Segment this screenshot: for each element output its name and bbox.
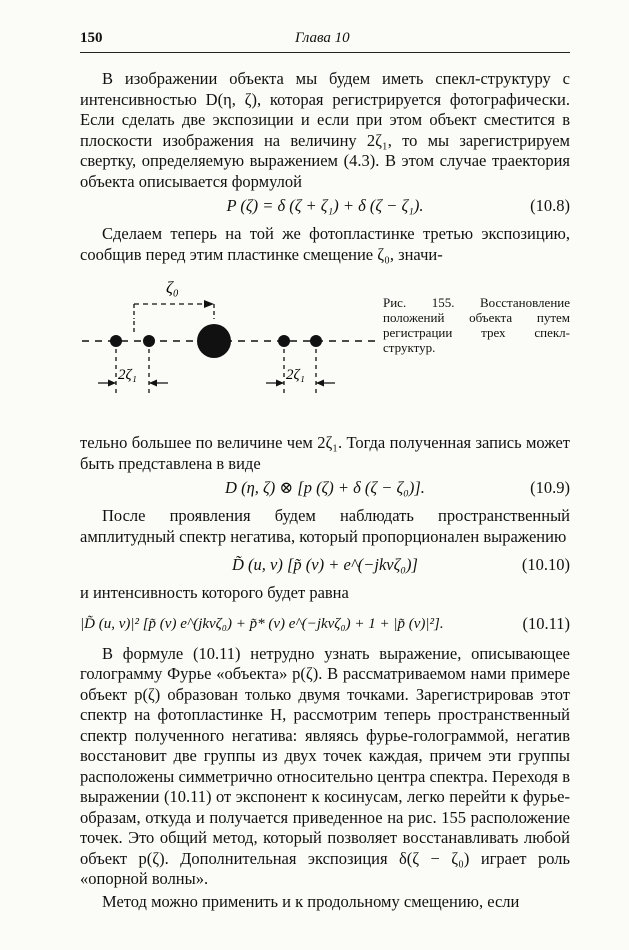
paragraph-4: После проявления будем наблюдать пространственный амплитудный спектр негатива, который пропорционален выражению (80, 506, 570, 546)
formula-10-8-number: (10.8) (530, 196, 570, 215)
paragraph-1: В изображении объекта мы будем иметь спекл-структуру с интенсивностью D(η, ζ), которая регистрируется фотографически. Если сделать две экспозиции и если при этом объект сместится в плоскости изображения на величину 2ζ₁, то мы зарегистрируем свертку, определяемую выражением (4.3). В этом случае траектория объекта описывается формулой (80, 69, 570, 191)
formula-10-9-number: (10.9) (530, 478, 570, 497)
right-arrow-head-1 (276, 380, 284, 387)
speckle-diagram (80, 269, 380, 429)
formula-10-8 (80, 194, 570, 218)
chapter-title: Глава 10 (295, 30, 350, 46)
paragraph-2: Сделаем теперь на той же фотопластинке третью экспозицию, сообщив перед этим пластинке смещение ζ₀, значи- (80, 224, 570, 264)
right-2zeta1-label: 2ζ₁ (286, 367, 305, 383)
dot-center-large (197, 324, 231, 358)
left-arrow-head-1 (108, 380, 116, 387)
figure-155 (80, 269, 570, 429)
dot-right-2 (310, 335, 322, 347)
paragraph-5: и интенсивность которого будет равна (80, 583, 349, 602)
page-header (80, 28, 570, 53)
zeta0-label: ζ₀ (166, 278, 179, 297)
formula-10-11-expr: |D̃ (u, v)|² [p̃ (v) e^(jkvζ₀) + p̃* (v) e^(−jkvζ₀) + 1 + |p̃ (v)|²]. (80, 615, 444, 632)
page-number: 150 (80, 30, 103, 46)
formula-10-11-number: (10.11) (522, 613, 570, 633)
formula-10-8-expr: P (ζ) = δ (ζ + ζ₁) + δ (ζ − ζ₁). (226, 196, 424, 215)
paragraph-3: тельно большее по величине чем 2ζ₁. Тогда полученная запись может быть представлена в виде (80, 433, 570, 473)
paragraph-7: Метод можно применить и к продольному смещению, если (102, 891, 520, 911)
dot-left-2 (143, 335, 155, 347)
paragraph-6: В формуле (10.11) нетрудно узнать выражение, описывающее голограмму Фурье «объекта» p(ζ). В рассматриваемом нами примере объект p(ζ) образован только двумя точками. Зарегистрировав этот спектр на фотопластинке H, рассмотрим теперь пространственный спектр полученного негатива: являясь фурье-голограммой, негатив восстановит две группы из двух точек каждая, причем эти группы расположены симметрично относительно центра спектра. Переходя в выражении (10.11) от экспонент к косинусам, легко перейти к фурье-образам, откуда и получается приведенное на рис. 155 расположение точек. Это общий метод, который позволяет восстанавливать любой объект p(ζ). Дополнительная экспозиция δ(ζ − ζ₀) играет роль «опорной волны». (80, 643, 570, 888)
formula-10-10-expr: D̃ (u, v) [p̃ (v) + e^(−jkvζ₀)] (232, 555, 418, 574)
left-arrow-head-2 (149, 380, 157, 387)
formula-10-10 (80, 553, 570, 577)
zeta0-arrow-head (204, 300, 214, 308)
formula-10-9 (80, 476, 570, 500)
formula-10-10-number: (10.10) (521, 555, 570, 574)
dot-right-1 (278, 335, 290, 347)
page (80, 28, 570, 912)
dot-left-1 (110, 335, 122, 347)
right-arrow-head-2 (316, 380, 324, 387)
figure-caption: Рис. 155. Восстановление положений объекта путем регистрации трех спекл-структур. (383, 295, 570, 355)
left-2zeta1-label: 2ζ₁ (118, 367, 137, 383)
formula-10-9-expr: D (η, ζ) ⊗ [p (ζ) + δ (ζ − ζ₀)]. (225, 478, 425, 497)
formula-10-11 (80, 612, 570, 636)
